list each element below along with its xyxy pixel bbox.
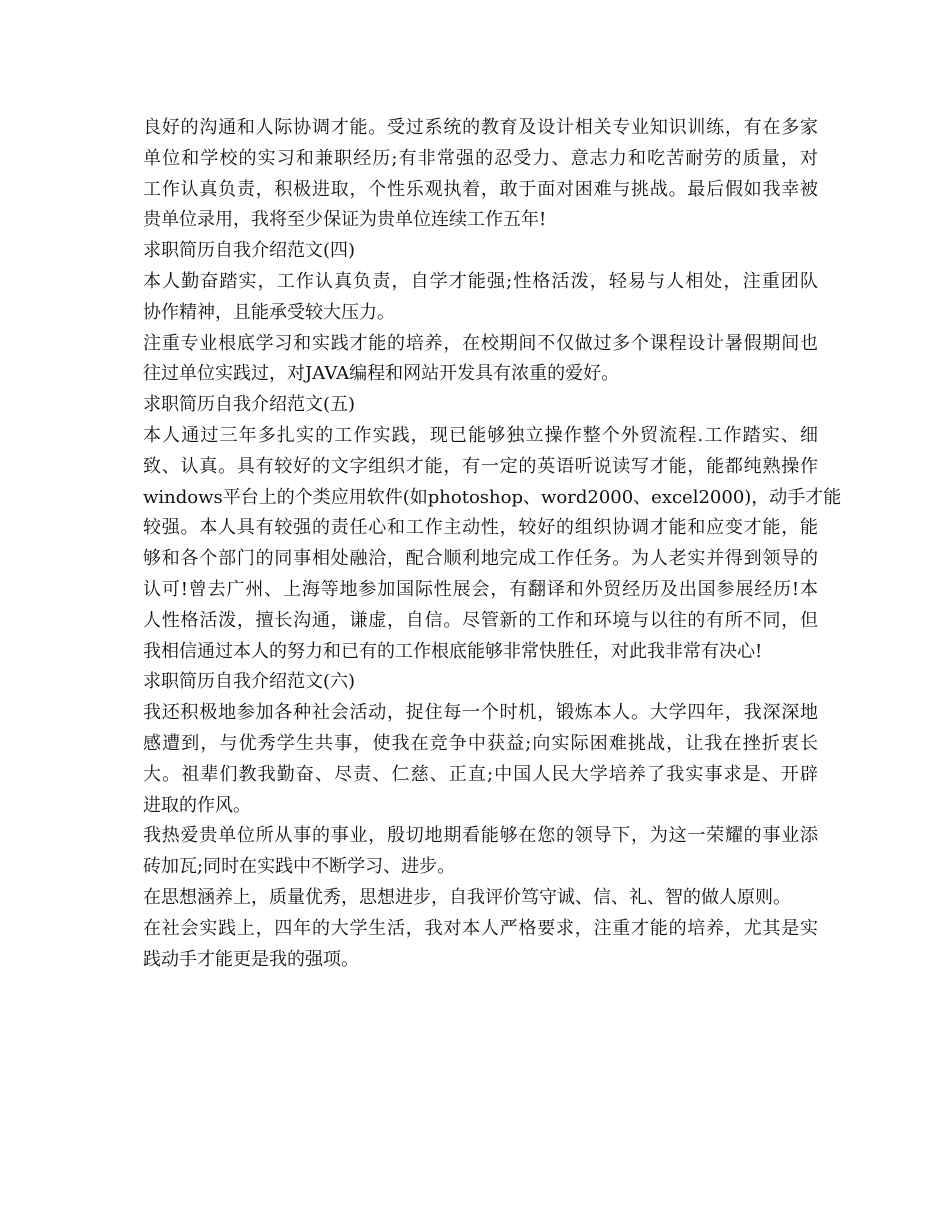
text-line: 感遭到，与优秀学生共事，使我在竞争中获益;向实际困难挑战，让我在挫折衷长 <box>143 732 818 754</box>
text-line: 我热爱贵单位所从事的事业，殷切地期看能够在您的领导下，为这一荣耀的事业添 <box>143 825 818 847</box>
paragraph <box>143 113 818 236</box>
section-heading: 求职简历自我介绍范文(四) <box>143 240 356 262</box>
paragraph <box>143 421 842 667</box>
paragraph <box>143 821 818 883</box>
text-line: 注重专业根底学习和实践才能的培养，在校期间不仅做过多个课程设计暑假期间也 <box>143 332 818 354</box>
text-line: 良好的沟通和人际协调才能。受过系统的教育及设计相关专业知识训练，有在多家 <box>143 117 818 138</box>
text-line: 本人勤奋踏实，工作认真负责，自学才能强;性格活泼，轻易与人相处，注重团队 <box>143 270 818 292</box>
text-line: 贵单位录用，我将至少保证为贵单位连续工作五年! <box>143 209 547 231</box>
document-body <box>143 113 842 975</box>
text-line: 协作精神，且能承受较大压力。 <box>143 301 395 323</box>
paragraph <box>143 914 818 976</box>
text-line: 工作认真负责，积极进取，个性乐观执着，敢于面对困难与挑战。最后假如我幸被 <box>143 178 818 200</box>
text-line: 往过单位实践过，对JAVA编程和网站开发具有浓重的爱好。 <box>143 363 620 385</box>
text-line: 我还积极地参加各种社会活动，捉住每一个时机，锻炼本人。大学四年，我深深地 <box>143 702 818 724</box>
text-line: 够和各个部门的同事相处融洽，配合顺利地完成工作任务。为人老实并得到领导的 <box>143 548 818 570</box>
text-line: 在思想涵养上，质量优秀，思想进步，自我评价笃守诚、信、礼、智的做人原则。 <box>143 886 791 908</box>
paragraph <box>143 329 818 391</box>
text-line: 进取的作风。 <box>143 794 251 816</box>
text-line: windows平台上的个类应用软件(如photoshop、word2000、excel2000)，动手才能 <box>143 486 842 508</box>
text-line: 人性格活泼，擅长沟通，谦虚，自信。尽管新的工作和环境与以往的有所不同，但 <box>143 609 818 631</box>
text-line: 致、认真。具有较好的文字组织才能，有一定的英语听说读写才能，能都纯熟操作 <box>143 455 818 477</box>
paragraph <box>143 883 818 914</box>
text-line: 砖加瓦;同时在实践中不断学习、进步。 <box>143 856 456 878</box>
section-heading: 求职简历自我介绍范文(五) <box>143 394 356 416</box>
paragraph <box>143 698 818 821</box>
text-line: 本人通过三年多扎实的工作实践，现已能够独立操作整个外贸流程.工作踏实、细 <box>143 424 818 446</box>
text-line: 践动手才能更是我的强项。 <box>143 948 359 970</box>
paragraph <box>143 267 818 329</box>
section-heading: 求职简历自我介绍范文(六) <box>143 671 356 693</box>
text-line: 大。祖辈们教我勤奋、尽责、仁慈、正直;中国人民大学培养了我实事求是、开辟 <box>143 763 818 785</box>
text-line: 单位和学校的实习和兼职经历;有非常强的忍受力、意志力和吃苦耐劳的质量，对 <box>143 147 818 169</box>
text-line: 在社会实践上，四年的大学生活，我对本人严格要求，注重才能的培养，尤其是实 <box>143 917 818 939</box>
text-line: 我相信通过本人的努力和已有的工作根底能够非常快胜任，对此我非常有决心! <box>143 640 763 662</box>
text-line: 认可!曾去广州、上海等地参加国际性展会，有翻译和外贸经历及出国参展经历!本 <box>143 578 818 600</box>
text-line: 较强。本人具有较强的责任心和工作主动性，较好的组织协调才能和应变才能，能 <box>143 517 818 539</box>
